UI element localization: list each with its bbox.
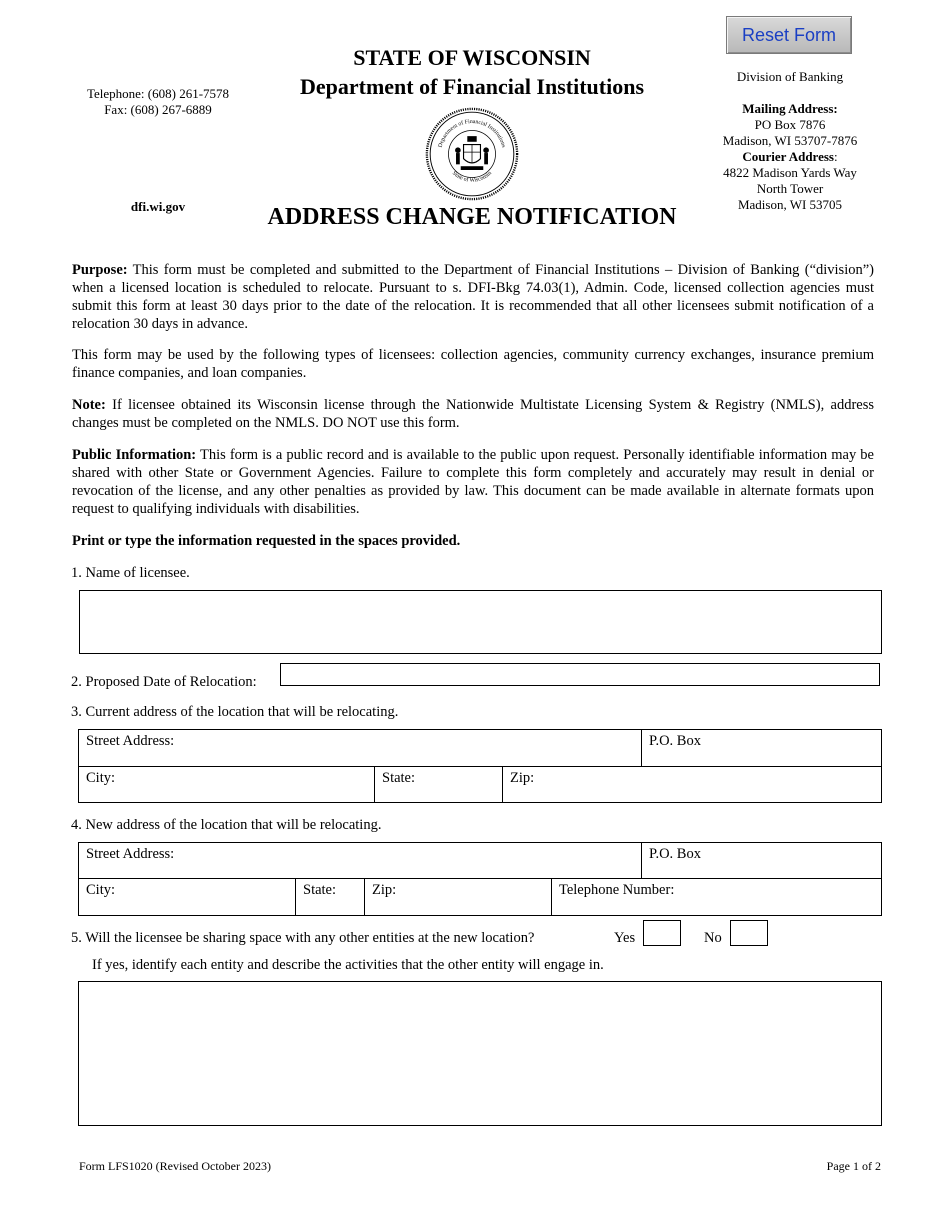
new-state-label: State: [303, 882, 337, 898]
public-information-text: This form is a public record and is available to the public upon request. Personally identifiable information may be shared with other State or Government Agencies. Failure to complete this form completely and accurately may result in denial or revocation of the license, and any other penalties as provided by law. This document can be made available in alternate formats upon request to qualifying individuals with disabilities. [72, 447, 874, 517]
courier-address-line2: North Tower [756, 181, 824, 196]
shared-space-description-input[interactable] [78, 981, 882, 1126]
website-link[interactable]: dfi.wi.gov [130, 199, 186, 214]
note-text: If licensee obtained its Wisconsin license through the Nationwide Multistate Licensing System & Registry (NMLS), address changes must be completed on the NMLS. DO NOT use this form. [72, 397, 874, 431]
new-city-field[interactable] [79, 879, 295, 915]
new-zip-field[interactable] [365, 879, 551, 915]
relocation-date-input[interactable] [280, 663, 880, 686]
new-po-box-label: P.O. Box [649, 846, 701, 862]
purpose-paragraph [72, 261, 874, 333]
seal-top-text: Department of Financial Institutions [437, 118, 507, 149]
question-5-label: 5. Will the licensee be sharing space with any other entities at the new location? [71, 930, 535, 946]
contact-info [60, 86, 256, 118]
instruction-text: Print or type the information requested in the spaces provided. [72, 533, 461, 549]
current-city-field[interactable] [79, 767, 374, 803]
purpose-label: Purpose: [72, 262, 128, 278]
new-state-field[interactable] [296, 879, 364, 915]
courier-colon: : [833, 149, 838, 164]
public-information-paragraph [72, 446, 874, 518]
courier-address-heading [700, 149, 880, 165]
new-telephone-field[interactable] [552, 879, 881, 915]
current-po-box-field[interactable] [642, 730, 881, 766]
new-address-table [78, 842, 882, 916]
reset-form-button[interactable]: Reset Form [726, 16, 852, 54]
mailing-address-line2: Madison, WI 53707-7876 [722, 133, 858, 148]
mailing-address-label: Mailing Address: [742, 101, 838, 116]
question-2-label: 2. Proposed Date of Relocation: [71, 674, 257, 690]
current-street-address-label: Street Address: [86, 733, 175, 749]
licensee-types-paragraph: This form may be used by the following types of licensees: collection agencies, community currency exchanges, insurance premium finance companies, and loan companies. [72, 347, 874, 381]
fax-number: Fax: (608) 267-6889 [104, 102, 212, 117]
question-5-followup: If yes, identify each entity and describe the activities that the other entity will engage in. [92, 957, 604, 973]
note-label: Note: [72, 397, 106, 413]
form-identifier: Form LFS1020 (Revised October 2023) [79, 1159, 271, 1173]
current-zip-label: Zip: [510, 770, 535, 786]
no-checkbox[interactable] [730, 920, 768, 946]
current-address-table [78, 729, 882, 803]
courier-address-line1: 4822 Madison Yards Way [723, 165, 857, 180]
new-street-address-field[interactable] [79, 843, 641, 878]
state-title: STATE OF WISCONSIN [353, 45, 591, 70]
no-label: No [704, 930, 722, 946]
courier-address-label: Courier Address [742, 149, 834, 164]
form-title: ADDRESS CHANGE NOTIFICATION [267, 204, 677, 230]
mailing-address-line1: PO Box 7876 [754, 117, 826, 132]
seal-bottom-text: State of Wisconsin [450, 170, 494, 184]
page-number: Page 1 of 2 [826, 1159, 881, 1173]
new-po-box-field[interactable] [642, 843, 881, 878]
current-city-label: City: [86, 770, 116, 786]
question-3-label: 3. Current address of the location that will be relocating. [71, 704, 399, 720]
telephone-number: Telephone: (608) 261-7578 [86, 86, 230, 101]
current-state-label: State: [382, 770, 416, 786]
new-telephone-label: Telephone Number: [559, 882, 675, 898]
current-state-field[interactable] [375, 767, 502, 803]
courier-address-line3: Madison, WI 53705 [737, 197, 843, 212]
question-1-label: 1. Name of licensee. [71, 565, 190, 581]
public-information-label: Public Information: [72, 447, 197, 463]
new-zip-label: Zip: [372, 882, 397, 898]
question-4-label: 4. New address of the location that will be relocating. [71, 817, 382, 833]
current-street-address-field[interactable] [79, 730, 641, 766]
licensee-name-input[interactable] [79, 590, 882, 654]
yes-label: Yes [614, 930, 636, 946]
division-address-block [700, 69, 880, 213]
current-zip-field[interactable] [503, 767, 881, 803]
new-city-label: City: [86, 882, 116, 898]
new-street-address-label: Street Address: [86, 846, 175, 862]
current-po-box-label: P.O. Box [649, 733, 701, 749]
division-name: Division of Banking [736, 69, 844, 84]
department-title: Department of Financial Institutions [299, 74, 645, 99]
purpose-text: This form must be completed and submitted to the Department of Financial Institutions – Division of Banking (“division”) when a licensed location is scheduled to relocate. Pursuant to s. DFI-Bkg 74.03(1), Admin. Code, licensed collection agencies must submit this form at least 30 days prior to the date of the relocation. It is recommended that all other licensees submit notification of a relocation 30 days in advance. [72, 262, 874, 332]
state-seal-icon [425, 107, 519, 201]
yes-checkbox[interactable] [643, 920, 681, 946]
note-paragraph [72, 396, 874, 432]
